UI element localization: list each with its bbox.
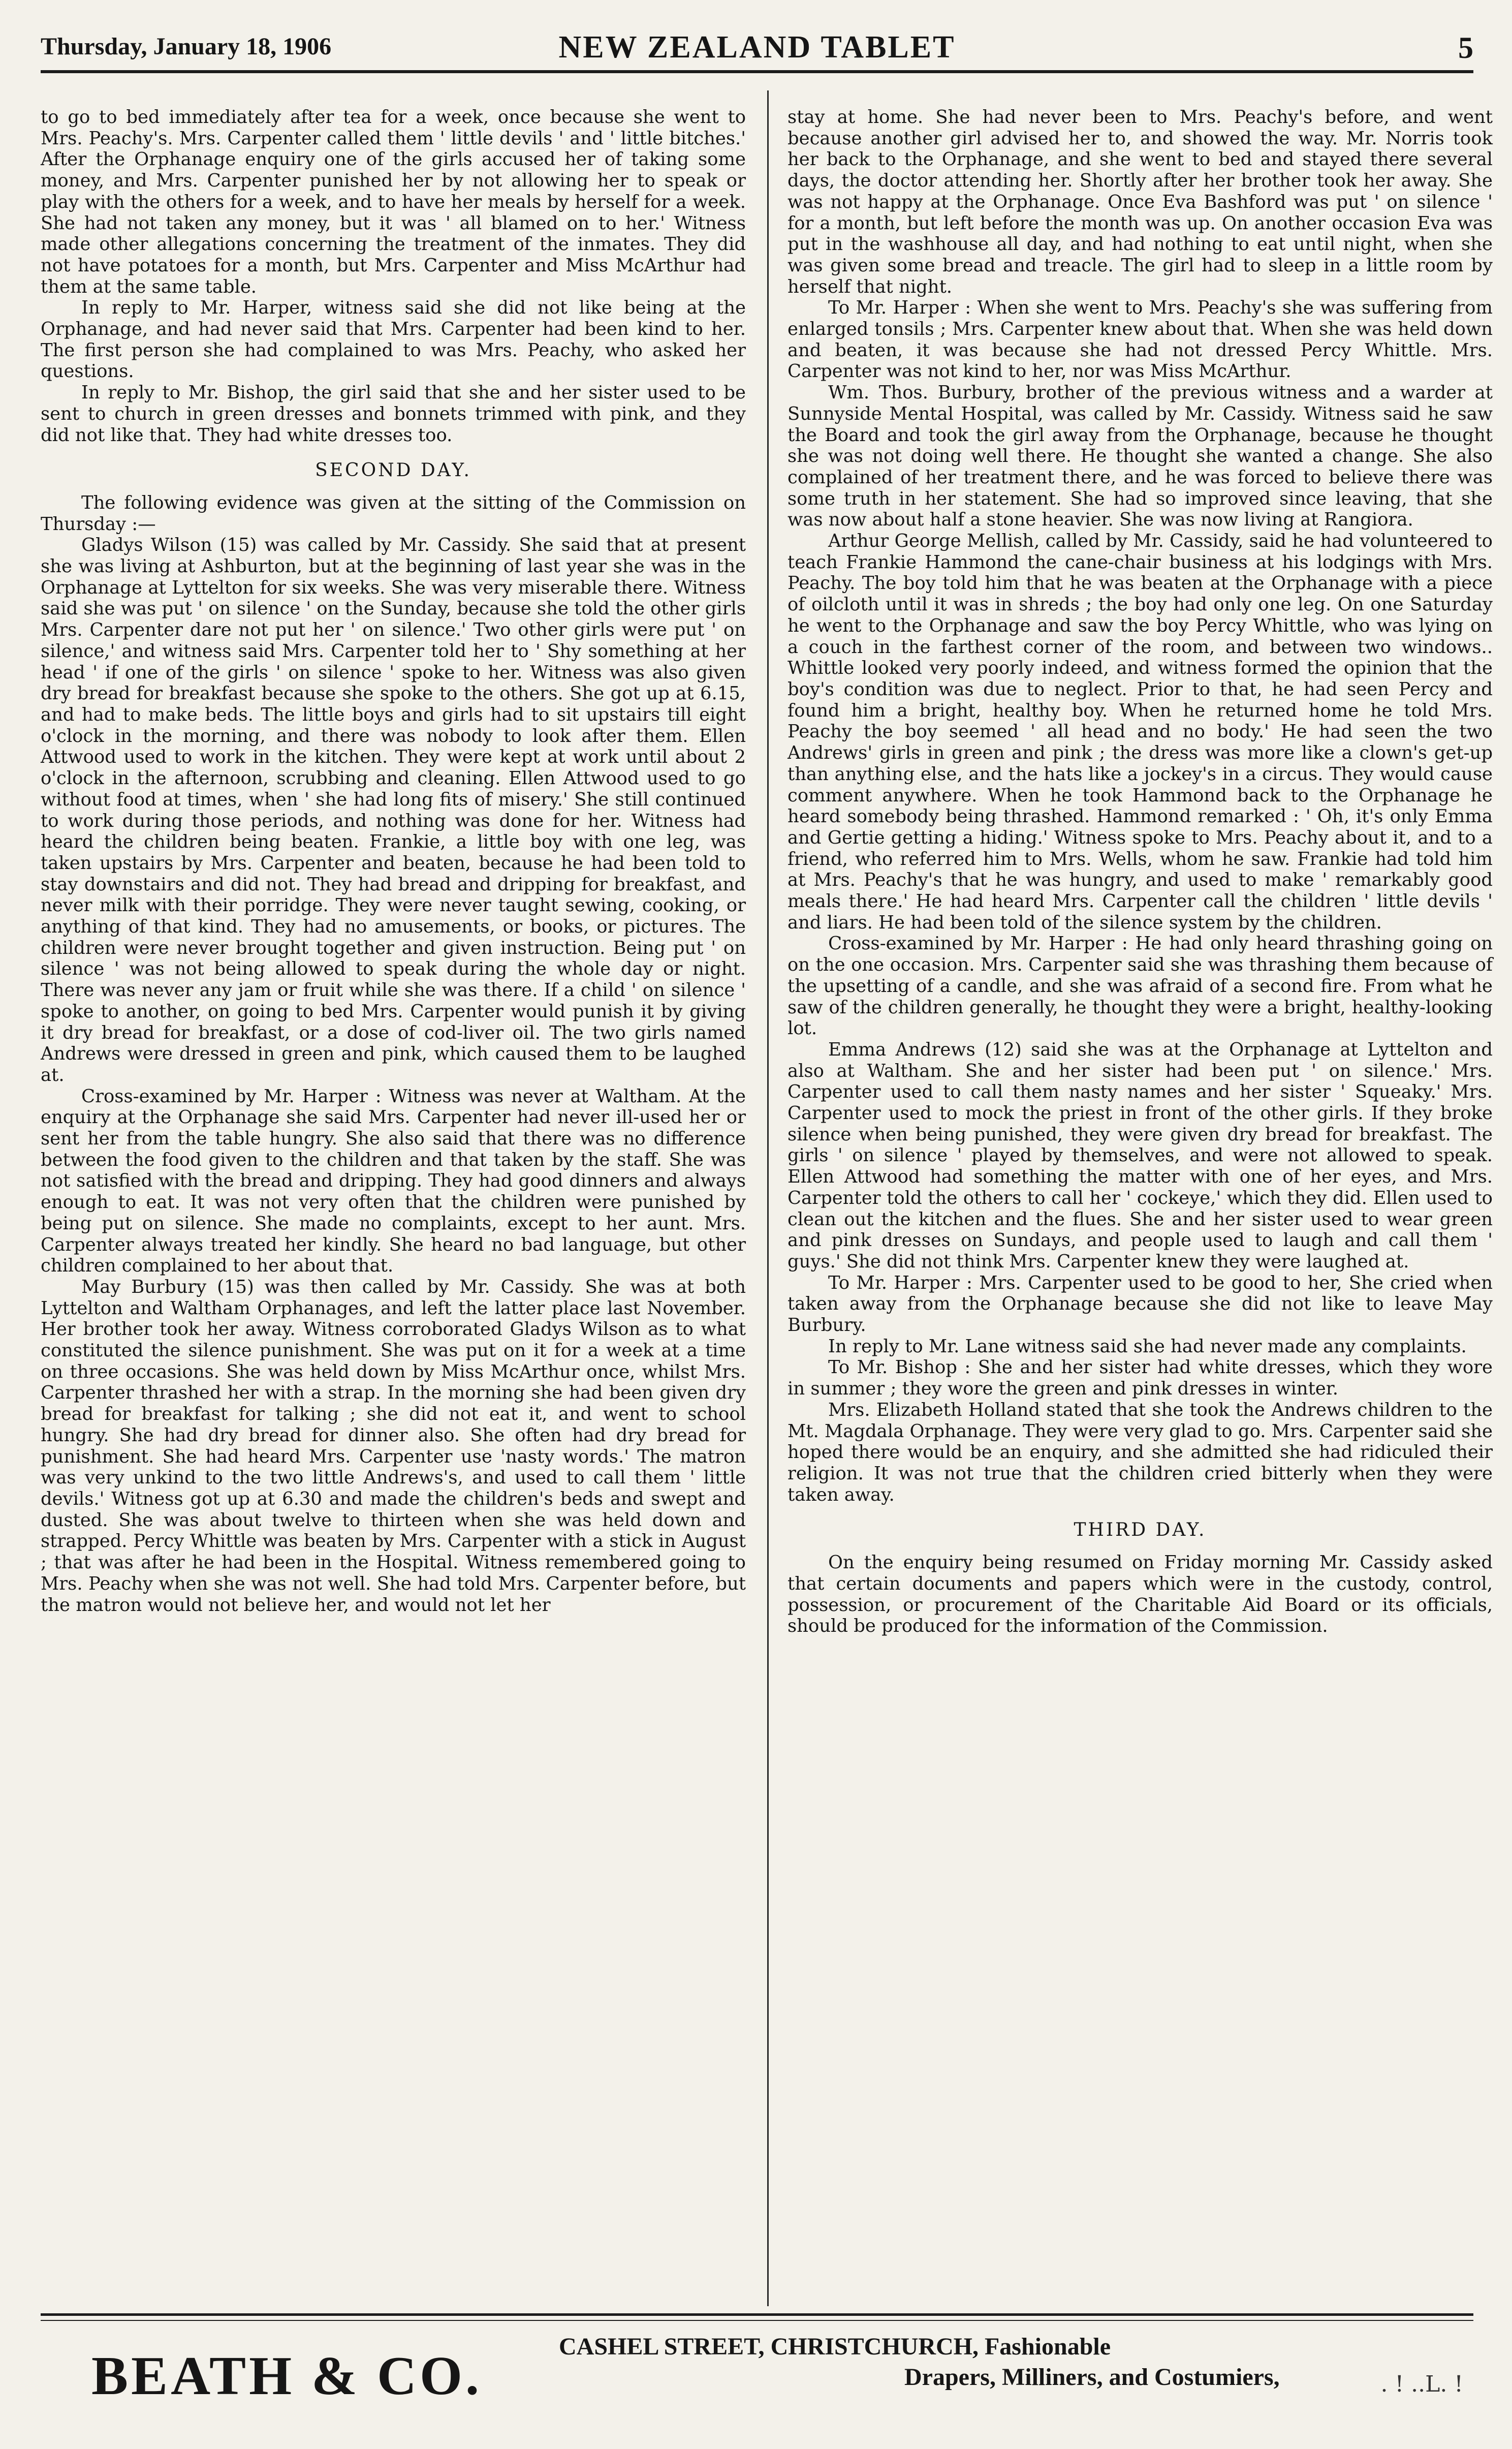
column-divider — [767, 90, 769, 2306]
footer-rule — [41, 2313, 1473, 2321]
paragraph: Cross-examined by Mr. Harper : Witness was never at Waltham. At the enquiry at the Orphanage she said Mrs. Carpenter had never ill-used her or sent her from the table hungry. She also said that there was no difference between the food given to the children and that taken by the staff. She was not satisfied with the bread and dripping. They had good dinners and always enough to eat. It was not very often that the children were punished by being put on silence. She made no complaints, except to her aunt. Mrs. Carpenter always treated her kindly. She heard no bad language, but other children complained to her about that. — [41, 1086, 746, 1277]
paragraph: To Mr. Harper : When she went to Mrs. Peachy's she was suffering from enlarged tonsils ; Mrs. Carpenter knew about that. When she was held down and beaten, it was because she had not dressed Percy Whittle. Mrs. Carpenter was not kind to her, nor was Miss McArthur. — [788, 297, 1493, 382]
paragraph: May Burbury (15) was then called by Mr. Cassidy. She was at both Lyttelton and Waltham Orphanages, and left the latter place last November. Her brother took her away. Witness corroborated Gladys Wilson as to what constituted the silence punishment. She was put on it for a week at a time on three occasions. She was held down by Miss McArthur once, whilst Mrs. Carpenter thrashed her with a strap. In the morning she had been given dry bread for breakfast for talking ; she did not eat it, and went to school hungry. She had dry bread for dinner also. She often had dry bread for punishment. She had heard Mrs. Carpenter use 'nasty words.' The matron was very unkind to the two little Andrews's, and used to call them ' little devils.' Witness got up at 6.30 and made the children's beds and swept and dusted. She was about twelve to thirteen when she was held down and strapped. Percy Whittle was beaten by Mrs. Carpenter with a stick in August ; that was after he had been in the Hospital. Witness remembered going to Mrs. Peachy when she was not well. She had told Mrs. Carpenter before, but the matron would not believe her, and would not let her — [41, 1276, 746, 1616]
paragraph: The following evidence was given at the sitting of the Commission on Thursday :— — [41, 492, 746, 535]
print-smudge: . ! ..L. ! — [1380, 2371, 1463, 2397]
paragraph: Gladys Wilson (15) was called by Mr. Cassidy. She said that at present she was living at Ashburton, but at the beginning of last year she was in the Orphanage at Lyttelton for six weeks. She was very miserable there. Witness said she was put ' on silence ' on the Sunday, because she told the other girls Mrs. Carpenter dare not put her ' on silence.' Two other girls were put ' on silence,' and witness said Mrs. Carpenter told her to ' Shy something at her head ' if one of the girls ' on silence ' spoke to her. Witness was also given dry bread for breakfast because she spoke to the others. She got up at 6.15, and had to make beds. The little boys and girls had to sit upstairs till eight o'clock in the morning, and there was nobody to look after them. Ellen Attwood used to work in the kitchen. They were kept at work until about 2 o'clock in the afternoon, scrubbing and cleaning. Ellen Attwood used to go without food at times, when ' she had long fits of misery.' She still continued to work during those periods, and nothing was done for her. Witness had heard the children being beaten. Frankie, a little boy with one leg, was taken upstairs by Mrs. Carpenter and beaten, because he had been told to stay downstairs and did not. They had bread and dripping for breakfast, and never milk with their porridge. They were never taught sewing, cooking, or anything of that kind. They had no amusements, or books, or pictures. The children were never brought together and given instruction. Being put ' on silence ' was not being allowed to speak during the whole day or night. There was never any jam or fruit while she was there. If a child ' on silence ' spoke to another, on going to bed Mrs. Carpenter would punish it by giving it dry bread for breakfast, or a dose of cod-liver oil. The two girls named Andrews were dressed in green and pink, which caused them to be laughed at. — [41, 535, 746, 1086]
section-heading-third-day: THIRD DAY. — [1074, 1520, 1207, 1541]
advertiser-trade: Drapers, Milliners, and Costumiers, — [904, 2364, 1280, 2391]
paragraph: Emma Andrews (12) said she was at the Orphanage at Lyttelton and also at Waltham. She and her sister had been put ' on silence.' Mrs. Carpenter used to call them nasty names and her sister ' Squeaky.' Mrs. Carpenter used to mock the priest in front of the other girls. If they broke silence when being punished, they were given dry bread for breakfast. The girls ' on silence ' played by themselves, and were not allowed to speak. Ellen Attwood had something the matter with one of her eyes, and Mrs. Carpenter told the others to call her ' cockeye,' which they did. Ellen used to clean out the kitchen and the flues. She and her sister used to wear green and pink dresses on Sundays, and people used to laugh and call them ' guys.' She did not think Mrs. Carpenter knew they were laughed at. — [788, 1039, 1493, 1272]
paragraph: Mrs. Elizabeth Holland stated that she took the Andrews children to the Mt. Magdala Orphanage. They were very glad to go. Mrs. Carpenter said she hoped there would be an enquiry, and she admitted she had ridiculed their religion. It was not true that the children cried bitterly when they were taken away. — [788, 1399, 1493, 1505]
paragraph: In reply to Mr. Harper, witness said she did not like being at the Orphanage, and had never said that Mrs. Carpenter had been kind to her. The first person she had complained to was Mrs. Peachy, who asked her questions. — [41, 297, 746, 382]
paragraph: Cross-examined by Mr. Harper : He had only heard thrashing going on on the one occasion. Mrs. Carpenter said she was thrashing them because of the upsetting of a candle, and she was afraid of a second fire. From what he saw of the children generally, he thought they were a bright, healthy-looking lot. — [788, 933, 1493, 1039]
section-heading-second-day: SECOND DAY. — [315, 460, 471, 481]
newspaper-title: NEW ZEALAND TABLET — [558, 30, 956, 65]
paragraph: to go to bed immediately after tea for a week, once because she went to Mrs. Peachy's. Mrs. Carpenter called them ' little devils ' and ' little bitches.' After the Orphanage enquiry one of the girls accused her of taking some money, and Mrs. Carpenter punished her by not allowing her to speak or play with the others for a week, and to have her meals by herself for a week. She had not taken any money, but it was ' all blamed on to her.' Witness made other allegations concerning the treatment of the inmates. They did not have potatoes for a month, but Mrs. Carpenter and Miss McArthur had them at the same table. — [41, 107, 746, 297]
advertisement-banner — [91, 2333, 1463, 2434]
advertiser-name: BEATH & CO. — [91, 2346, 483, 2406]
left-column — [41, 107, 746, 1616]
right-column — [788, 107, 1493, 1637]
issue-date: Thursday, January 18, 1906 — [41, 33, 332, 60]
paragraph: Arthur George Mellish, called by Mr. Cassidy, said he had volunteered to teach Frankie Hammond the cane-chair business at his lodgings with Mrs. Peachy. The boy told him that he was beaten at the Orphanage with a piece of oilcloth until it was in shreds ; the boy had only one leg. On one Saturday he went to the Orphanage and saw the boy Percy Whittle, who was lying on a couch in the farthest corner of the room, and between two windows.. Whittle looked very poorly indeed, and witness formed the opinion that the boy's condition was due to neglect. Prior to that, he had seen Percy and found him a bright, healthy boy. When he returned home he told Mrs. Peachy the boy seemed ' all head and no body.' He had seen the two Andrews' girls in green and pink ; the dress was more like a clown's get-up than anything else, and the hats like a jockey's in a circus. They would cause comment anywhere. When he took Hammond back to the Orphanage he heard somebody being thrashed. Hammond remarked : ' Oh, it's only Emma and Gertie getting a hiding.' Witness spoke to Mrs. Peachy about it, and to a friend, who referred him to Mrs. Wells, whom he saw. Frankie had told him at Mrs. Peachy's that he was hungry, and used to make ' remarkably good meals there.' He had heard Mrs. Carpenter call the children ' little devils ' and liars. He had been told of the silence system by the children. — [788, 531, 1493, 933]
paragraph: To Mr. Bishop : She and her sister had white dresses, which they wore in summer ; they wore the green and pink dresses in winter. — [788, 1357, 1493, 1400]
paragraph: stay at home. She had never been to Mrs. Peachy's before, and went because another girl advised her to, and showed the way. Mr. Norris took her back to the Orphanage, and she went to bed and stayed there several days, the doctor attending her. Shortly after her brother took her away. She was not happy at the Orphanage. Once Eva Bashford was put ' on silence ' for a month, but left before the month was up. On another occasion Eva was put in the washhouse all day, and had nothing to eat until night, when she was given some bread and treacle. The girl had to sleep in a little room by herself that night. — [788, 107, 1493, 297]
masthead — [41, 29, 1473, 73]
page-number: 5 — [1458, 31, 1473, 65]
paragraph: In reply to Mr. Bishop, the girl said that she and her sister used to be sent to church in green dresses and bonnets trimmed with pink, and they did not like that. They had white dresses too. — [41, 382, 746, 446]
paragraph: Wm. Thos. Burbury, brother of the previous witness and a warder at Sunnyside Mental Hospital, was called by Mr. Cassidy. Witness said he saw the Board and took the girl away from the Orphanage, because he thought she was not doing well there. He thought she wanted a change. She also complained of her treatment there, and he was forced to believe there was some truth in her statement. She had so improved since leaving, that she was now about half a stone heavier. She was now living at Rangiora. — [788, 382, 1493, 531]
paragraph: To Mr. Harper : Mrs. Carpenter used to be good to her, She cried when taken away from the Orphanage because she did not like to leave May Burbury. — [788, 1272, 1493, 1336]
advertiser-address: CASHEL STREET, CHRISTCHURCH, Fashionable — [559, 2333, 1111, 2360]
paragraph: In reply to Mr. Lane witness said she had never made any complaints. — [828, 1336, 1467, 1357]
paragraph: On the enquiry being resumed on Friday morning Mr. Cassidy asked that certain documents and papers which were in the custody, control, possession, or procurement of the Charitable Aid Board or its officials, should be produced for the information of the Commission. — [788, 1552, 1493, 1637]
